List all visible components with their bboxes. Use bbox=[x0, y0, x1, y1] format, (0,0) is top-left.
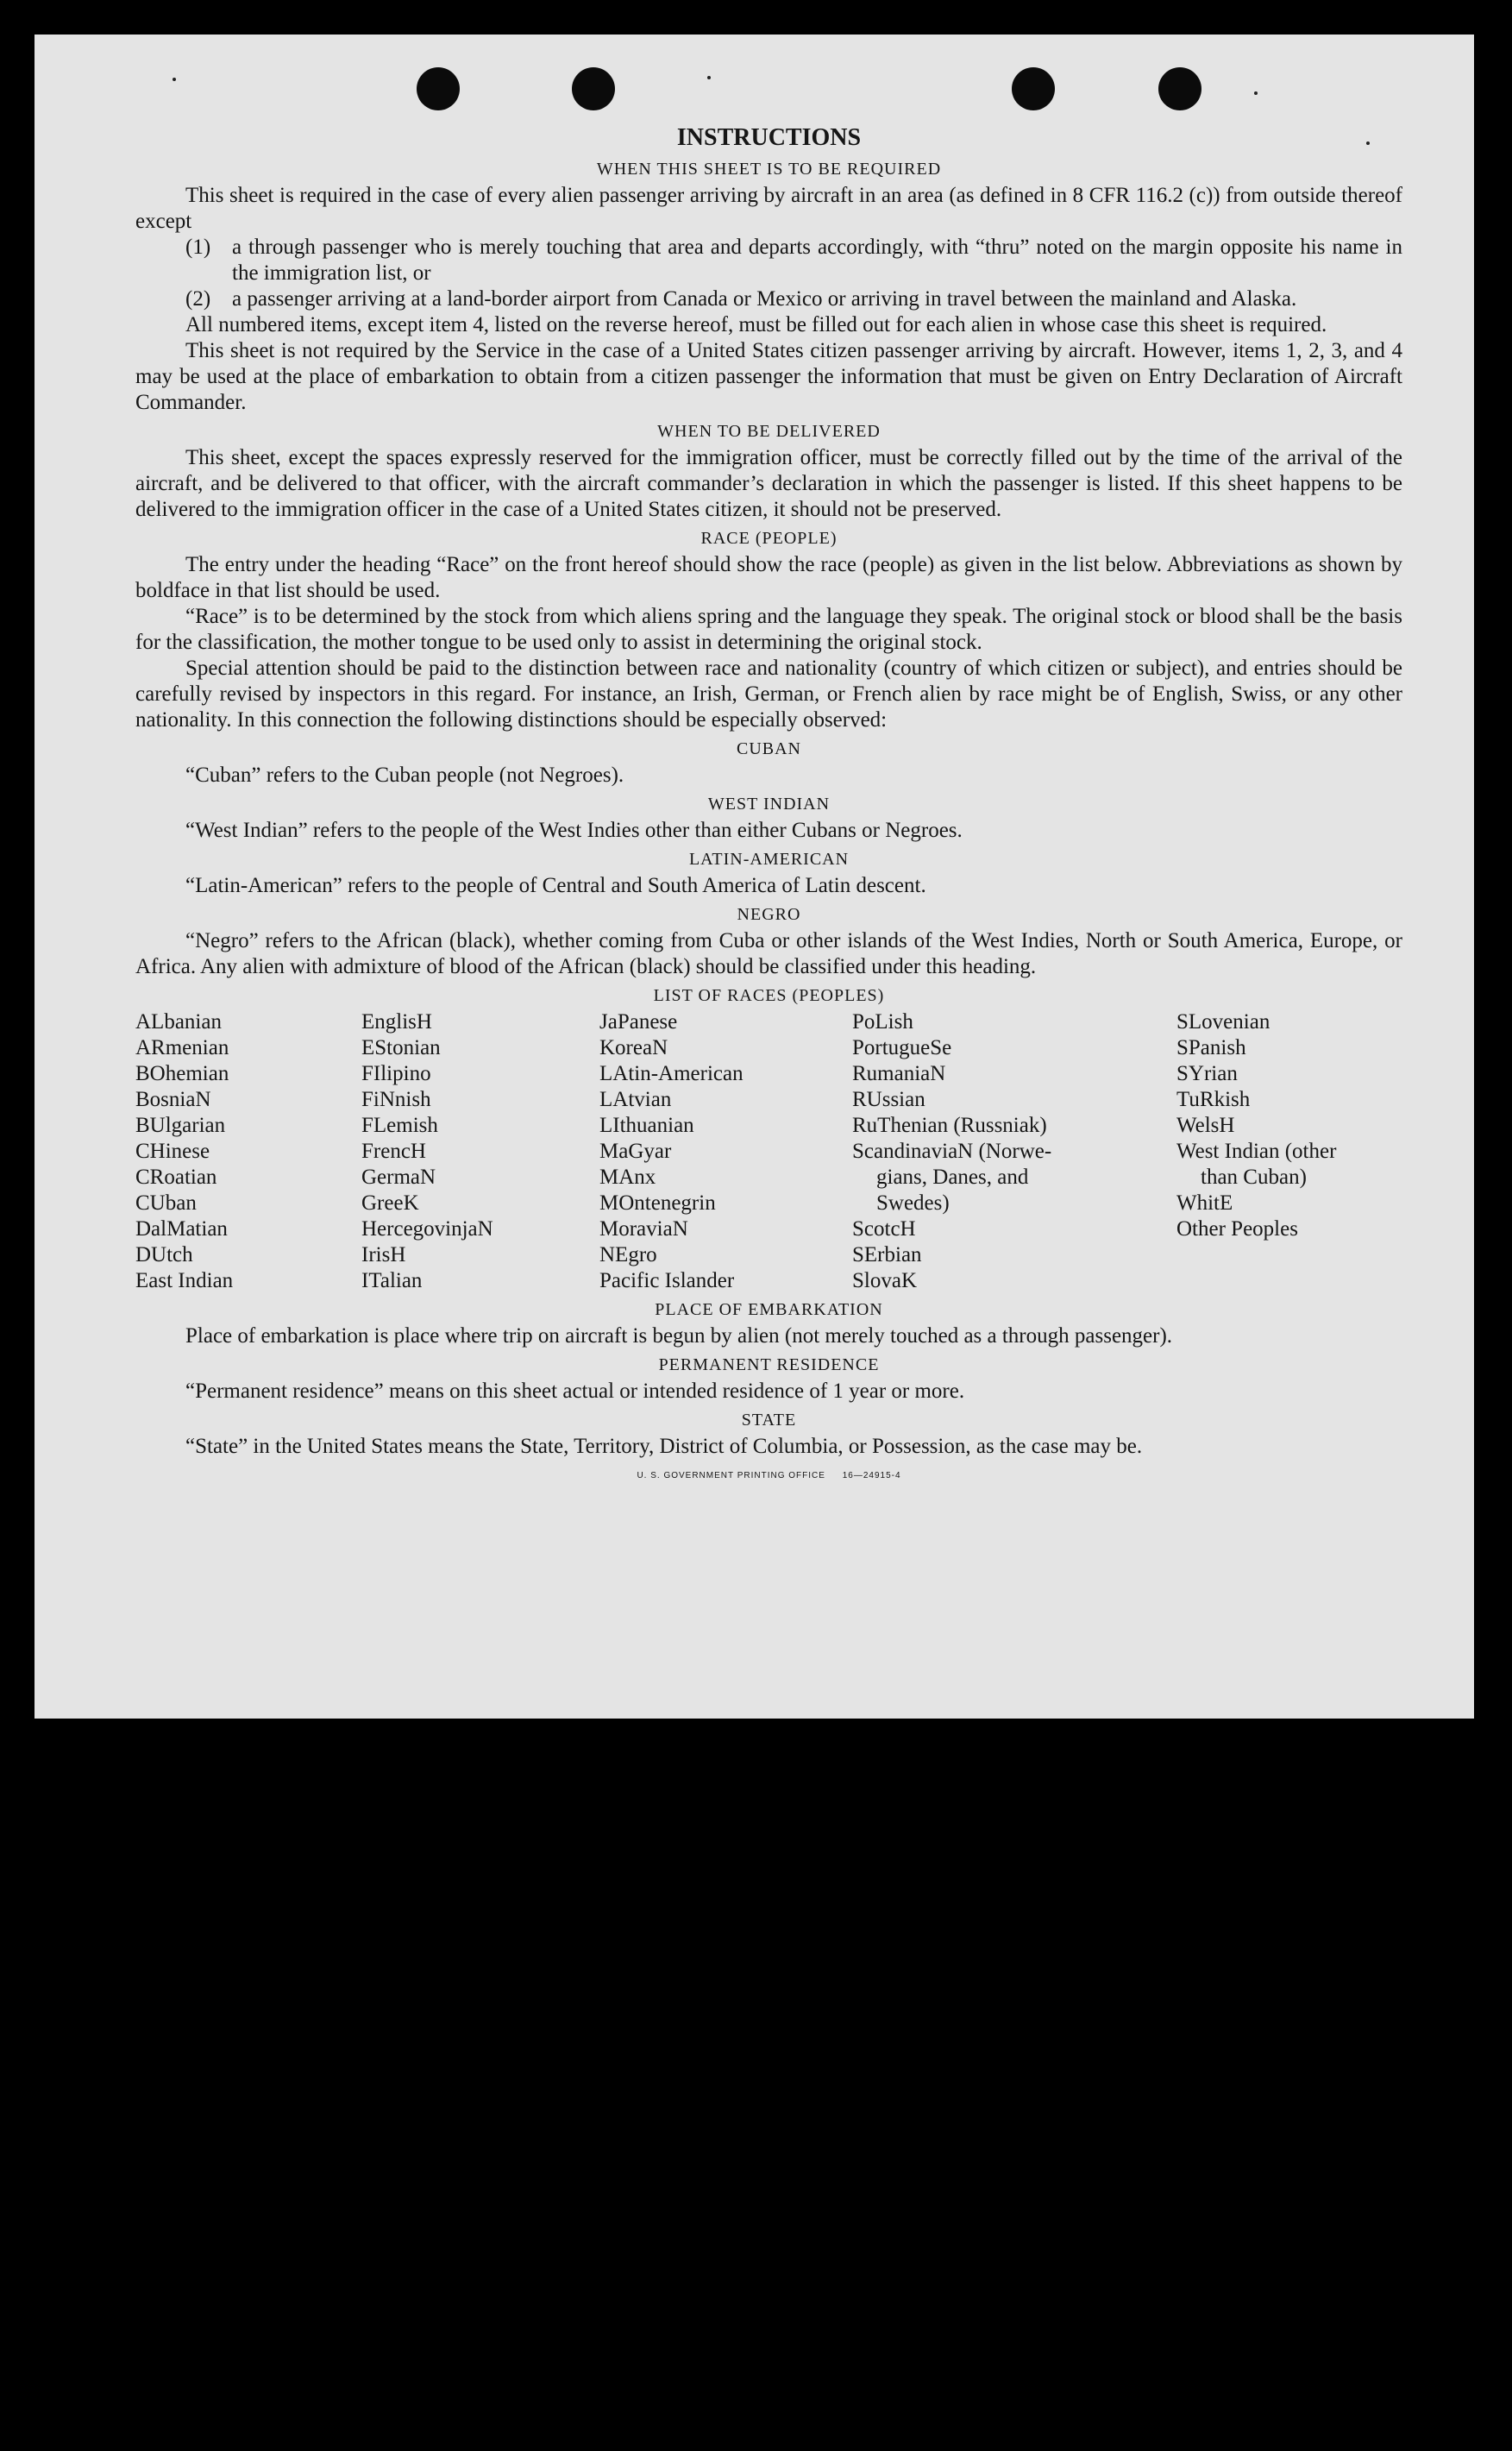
heading-west-indian: WEST INDIAN bbox=[707, 795, 831, 814]
paragraph: Place of embarkation is place where trip on aircraft is begun by alien (not merely touched as a through passenger). bbox=[185, 1324, 1173, 1348]
heading-when-delivered: WHEN TO BE DELIVERED bbox=[657, 422, 881, 441]
race-entry: ScotcH bbox=[852, 1217, 916, 1241]
paragraph: “Latin-American” refers to the people of Central and South America of Latin descent. bbox=[185, 874, 926, 897]
punch-hole bbox=[572, 67, 615, 110]
punch-hole bbox=[1012, 67, 1055, 110]
paragraph: “West Indian” refers to the people of the West Indies other than either Cubans or Negroes. bbox=[185, 819, 963, 842]
race-list bbox=[135, 1009, 1402, 1294]
item-number: (1) bbox=[185, 236, 211, 259]
numbered-item bbox=[185, 235, 1402, 286]
race-entry: TuRkish bbox=[1176, 1088, 1251, 1111]
form-code: 16—24915-4 bbox=[842, 1471, 901, 1480]
printer-name: U. S. GOVERNMENT PRINTING OFFICE bbox=[637, 1471, 825, 1480]
race-column bbox=[361, 1009, 599, 1294]
race-entry: East Indian bbox=[135, 1269, 234, 1292]
race-entry: EStonian bbox=[361, 1036, 441, 1059]
race-entry: RUssian bbox=[852, 1088, 925, 1111]
race-entry: FIlipino bbox=[361, 1062, 431, 1085]
race-entry: ITalian bbox=[361, 1269, 423, 1292]
item-text: a through passenger who is merely touching that area and departs accordingly, with “thru” noted on the margin opposite his name in the immigration list, or bbox=[232, 236, 1402, 285]
race-entry: CHinese bbox=[135, 1140, 210, 1163]
item-text: a passenger arriving at a land-border airport from Canada or Mexico or arriving in travel between the mainland and Alaska. bbox=[232, 287, 1297, 311]
paragraph: This sheet is not required by the Service in the case of a United States citizen passenger arriving by aircraft. However, items 1, 2, 3, and 4 may be used at the place of embarkation to obtain from a citizen passenger the information that must be given on Entry Declaration of Aircraft Commander. bbox=[135, 339, 1402, 414]
race-entry: Pacific Islander bbox=[599, 1269, 735, 1292]
race-entry: SYrian bbox=[1176, 1062, 1238, 1085]
race-entry: West Indian (other bbox=[1176, 1140, 1337, 1163]
punch-hole bbox=[1158, 67, 1201, 110]
race-entry: LAtvian bbox=[599, 1088, 672, 1111]
race-entry: FrencH bbox=[361, 1140, 426, 1163]
heading-permanent-residence: PERMANENT RESIDENCE bbox=[658, 1355, 880, 1374]
race-entry: EnglisH bbox=[361, 1010, 432, 1034]
paragraph: All numbered items, except item 4, listed on the reverse hereof, must be filled out for each alien in whose case this sheet is required. bbox=[185, 313, 1327, 336]
race-entry: GreeK bbox=[361, 1191, 419, 1215]
speck bbox=[707, 76, 711, 79]
race-entry: WhitE bbox=[1176, 1191, 1233, 1215]
race-entry: DUtch bbox=[135, 1243, 193, 1266]
race-entry: GermaN bbox=[361, 1166, 436, 1189]
document-page bbox=[35, 35, 1474, 1719]
race-entry: MaGyar bbox=[599, 1140, 672, 1163]
race-entry: KoreaN bbox=[599, 1036, 668, 1059]
race-entry: than Cuban) bbox=[1201, 1166, 1307, 1189]
speck bbox=[1254, 91, 1258, 95]
race-entry: MOntenegrin bbox=[599, 1191, 716, 1215]
paragraph: “Permanent residence” means on this sheet actual or intended residence of 1 year or more. bbox=[185, 1379, 965, 1403]
speck bbox=[173, 78, 176, 81]
race-entry: FiNnish bbox=[361, 1088, 431, 1111]
race-column bbox=[852, 1009, 1176, 1294]
race-entry: ARmenian bbox=[135, 1036, 229, 1059]
race-entry: WelsH bbox=[1176, 1114, 1235, 1137]
race-entry: LIthuanian bbox=[599, 1114, 694, 1137]
race-entry: PortugueSe bbox=[852, 1036, 952, 1059]
race-entry: SErbian bbox=[852, 1243, 922, 1266]
race-column bbox=[599, 1009, 852, 1294]
heading-list-of-races: LIST OF RACES (PEOPLES) bbox=[653, 986, 885, 1005]
race-entry: MoraviaN bbox=[599, 1217, 688, 1241]
punch-hole bbox=[417, 67, 460, 110]
race-entry: Swedes) bbox=[876, 1191, 950, 1215]
race-entry: JaPanese bbox=[599, 1010, 678, 1034]
race-entry: SPanish bbox=[1176, 1036, 1246, 1059]
heading-cuban: CUBAN bbox=[736, 739, 801, 758]
printer-footer bbox=[135, 1463, 1402, 1489]
race-entry: LAtin-American bbox=[599, 1062, 743, 1085]
paragraph: This sheet is required in the case of every alien passenger arriving by aircraft in an area (as defined in 8 CFR 116.2 (c)) from outside thereof except bbox=[135, 184, 1402, 233]
race-entry: ScandinaviaN (Norwe- bbox=[852, 1140, 1052, 1163]
race-entry: ALbanian bbox=[135, 1010, 222, 1034]
race-entry: FLemish bbox=[361, 1114, 438, 1137]
paragraph: “Race” is to be determined by the stock from which aliens spring and the language they speak. The original stock or blood shall be the basis for the classification, the mother tongue to be used only to assist in determining the original stock. bbox=[135, 605, 1402, 654]
paragraph: “Negro” refers to the African (black), whether coming from Cuba or other islands of the West Indies, North or South America, Europe, or Africa. Any alien with admixture of blood of the African (black) should be classified under this heading. bbox=[135, 929, 1402, 978]
heading-latin-american: LATIN-AMERICAN bbox=[688, 850, 850, 869]
race-entry: DalMatian bbox=[135, 1217, 228, 1241]
paragraph: This sheet, except the spaces expressly reserved for the immigration officer, must be correctly filled out by the time of the arrival of the aircraft, and be delivered to that officer, with the aircraft commander’s declaration in which the passenger is listed. If this sheet happens to be delivered to the immigration officer in the case of a United States citizen, it should not be preserved. bbox=[135, 446, 1402, 521]
race-entry: Other Peoples bbox=[1176, 1217, 1298, 1241]
race-entry: BosniaN bbox=[135, 1088, 211, 1111]
race-column bbox=[135, 1009, 361, 1294]
race-entry: BUlgarian bbox=[135, 1114, 226, 1137]
race-entry: NEgro bbox=[599, 1243, 657, 1266]
heading-race: RACE (PEOPLE) bbox=[700, 529, 838, 548]
paragraph: Special attention should be paid to the distinction between race and nationality (country of which citizen or subject), and entries should be carefully revised by inspectors in this regard. For instance, an Irish, German, or French alien by race might be of English, Swiss, or any other nationality. In this connection the following distinctions should be especially observed: bbox=[135, 657, 1402, 732]
race-entry: IrisH bbox=[361, 1243, 406, 1266]
heading-when-required: WHEN THIS SHEET IS TO BE REQUIRED bbox=[596, 160, 942, 179]
page-title: INSTRUCTIONS bbox=[676, 124, 862, 151]
race-entry: SLovenian bbox=[1176, 1010, 1270, 1034]
item-number: (2) bbox=[185, 287, 211, 311]
instructions-text bbox=[135, 123, 1402, 1489]
race-entry: SlovaK bbox=[852, 1269, 917, 1292]
paragraph: “State” in the United States means the State, Territory, District of Columbia, or Possession, as the case may be. bbox=[185, 1435, 1143, 1458]
paragraph: “Cuban” refers to the Cuban people (not Negroes). bbox=[185, 764, 624, 787]
race-entry: BOhemian bbox=[135, 1062, 229, 1085]
race-entry: CRoatian bbox=[135, 1166, 217, 1189]
race-entry: gians, Danes, and bbox=[876, 1166, 1029, 1189]
race-entry: HercegovinjaN bbox=[361, 1217, 493, 1241]
paragraph: The entry under the heading “Race” on the front hereof should show the race (people) as given in the list below. Abbreviations as shown by boldface in that list should be used. bbox=[135, 553, 1402, 602]
race-column bbox=[1176, 1009, 1402, 1294]
numbered-item bbox=[185, 286, 1402, 312]
race-entry: RumaniaN bbox=[852, 1062, 946, 1085]
heading-negro: NEGRO bbox=[737, 905, 801, 924]
race-entry: PoLish bbox=[852, 1010, 913, 1034]
heading-state: STATE bbox=[741, 1411, 797, 1430]
race-entry: MAnx bbox=[599, 1166, 656, 1189]
heading-embarkation: PLACE OF EMBARKATION bbox=[655, 1300, 883, 1319]
race-entry: CUban bbox=[135, 1191, 197, 1215]
race-entry: RuThenian (Russniak) bbox=[852, 1114, 1047, 1137]
